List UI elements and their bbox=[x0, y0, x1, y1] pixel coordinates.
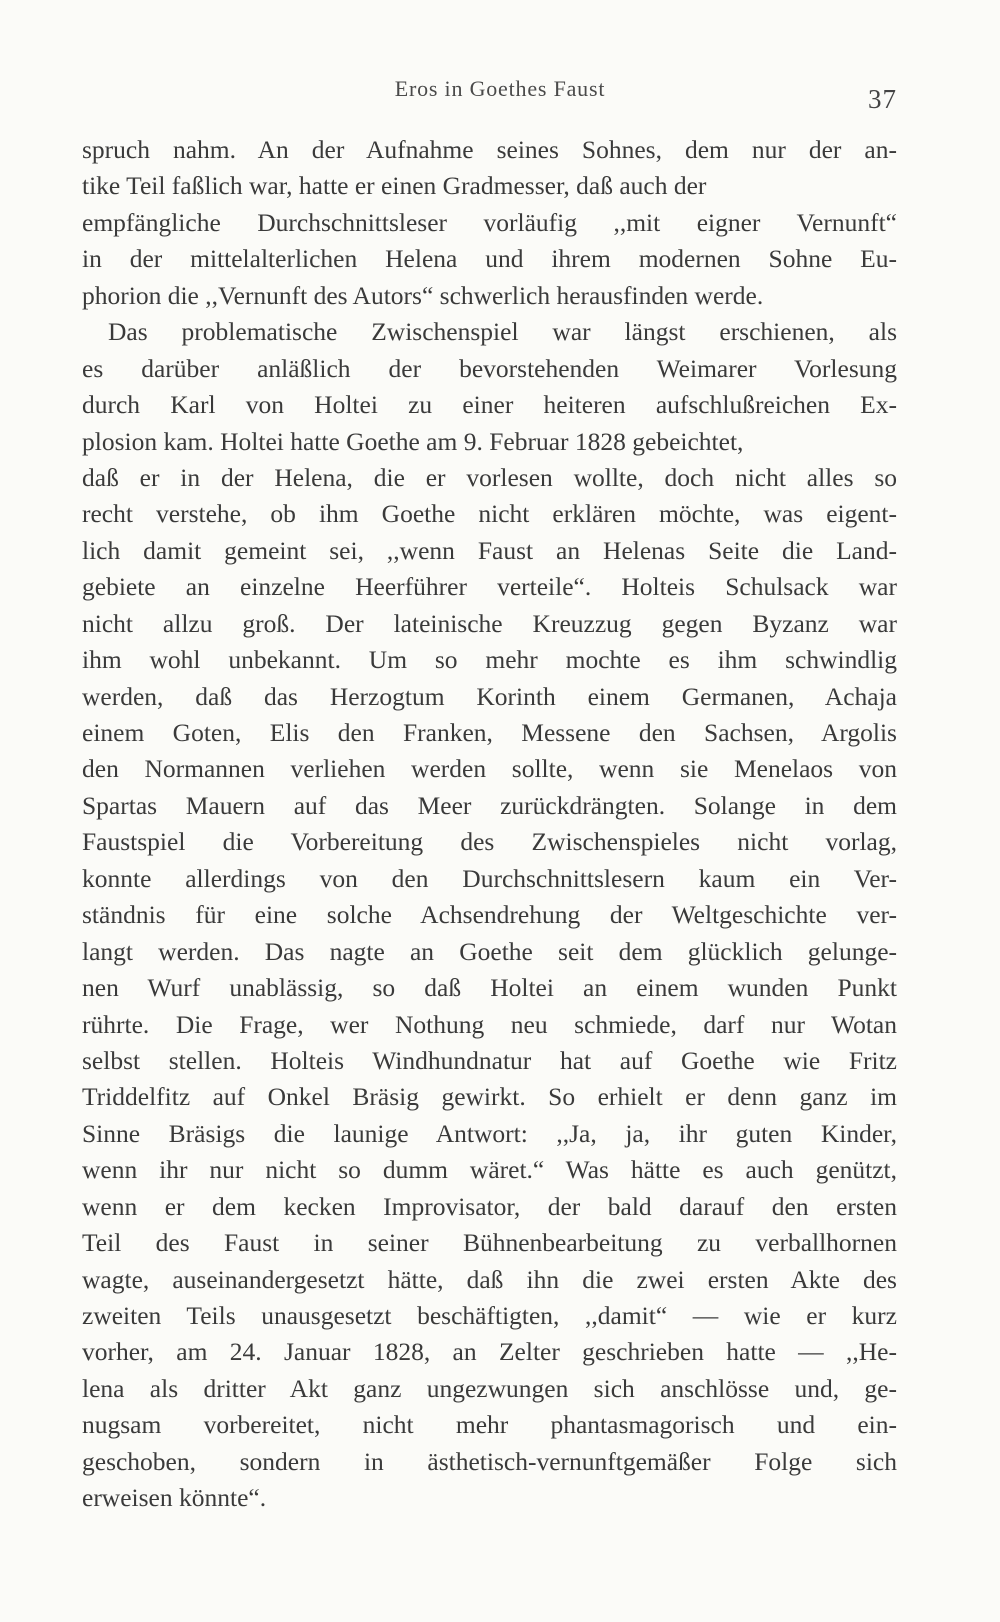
text-line: wenn er dem kecken Improvisator, der bald darauf den ersten bbox=[82, 1191, 897, 1221]
text-line: Das problematische Zwischenspiel war längst erschienen, als bbox=[108, 317, 897, 347]
text-line: Sinne Bräsigs die launige Antwort: ,,Ja, ja, ihr guten Kinder, bbox=[82, 1118, 897, 1148]
text-line: wagte, auseinandergesetzt hätte, daß ihn die zwei ersten Akte des bbox=[82, 1264, 897, 1294]
text-line: ihm wohl unbekannt. Um so mehr mochte es ihm schwindlig bbox=[82, 645, 897, 675]
text-line: daß er in der Helena, die er vorlesen wollte, doch nicht alles so bbox=[82, 462, 897, 492]
text-line: plosion kam. Holtei hatte Goethe am 9. Februar 1828 gebeichtet, bbox=[82, 426, 744, 456]
text-line: spruch nahm. An der Aufnahme seines Sohnes, dem nur der an- bbox=[82, 135, 897, 164]
text-line: Faustspiel die Vorbereitung des Zwischenspieles nicht vorlag, bbox=[82, 827, 897, 857]
running-title: Eros in Goethes Faust bbox=[394, 76, 606, 101]
text-line: es darüber anläßlich der bevorstehenden Weimarer Vorlesung bbox=[82, 353, 897, 383]
text-line: gebiete an einzelne Heerführer verteile“. Holteis Schulsack war bbox=[82, 572, 897, 602]
text-line: ständnis für eine solche Achsendrehung der Weltgeschichte ver- bbox=[82, 900, 897, 930]
text-line: langt werden. Das nagte an Goethe seit dem glücklich gelunge- bbox=[82, 936, 897, 966]
text-line: Triddelfitz auf Onkel Bräsig gewirkt. So erhielt er denn ganz im bbox=[82, 1082, 897, 1112]
text-line: einem Goten, Elis den Franken, Messene den Sachsen, Argolis bbox=[82, 718, 897, 747]
text-line: werden, daß das Herzogtum Korinth einem Germanen, Achaja bbox=[82, 681, 897, 711]
page-number: 37 bbox=[868, 84, 897, 114]
text-line: empfängliche Durchschnittsleser vorläufig ,,mit eigner Vernunft“ bbox=[82, 207, 897, 237]
text-line: zweiten Teils unausgesetzt beschäftigten, ,,damit“ — wie er kurz bbox=[82, 1301, 897, 1330]
text-line: nen Wurf unablässig, so daß Holtei an einem wunden Punkt bbox=[82, 973, 897, 1003]
text-line: tike Teil faßlich war, hatte er einen Gradmesser, daß auch der bbox=[82, 171, 707, 201]
text-line: geschoben, sondern in ästhetisch-vernunftgemäßer Folge sich bbox=[82, 1446, 897, 1476]
body-text bbox=[82, 132, 897, 1517]
text-line: in der mittelalterlichen Helena und ihrem modernen Sohne Eu- bbox=[82, 244, 897, 274]
text-line: nugsam vorbereitet, nicht mehr phantasmagorisch und ein- bbox=[82, 1410, 897, 1440]
text-line: konnte allerdings von den Durchschnittslesern kaum ein Ver- bbox=[82, 863, 897, 893]
text-line: nicht allzu groß. Der lateinische Kreuzzug gegen Byzanz war bbox=[82, 608, 897, 638]
text-line: rührte. Die Frage, wer Nothung neu schmiede, darf nur Wotan bbox=[82, 1009, 897, 1039]
text-line: durch Karl von Holtei zu einer heiteren aufschlußreichen Ex- bbox=[82, 390, 897, 420]
text-line: selbst stellen. Holteis Windhundnatur hat auf Goethe wie Fritz bbox=[82, 1045, 897, 1075]
text-line: lich damit gemeint sei, ,,wenn Faust an Helenas Seite die Land- bbox=[82, 535, 897, 565]
text-line: vorher, am 24. Januar 1828, an Zelter geschrieben hatte — ,,He- bbox=[82, 1337, 897, 1367]
text-line: Spartas Mauern auf das Meer zurückdrängten. Solange in dem bbox=[82, 790, 897, 820]
text-line: erweisen könnte“. bbox=[82, 1483, 267, 1513]
text-line: recht verstehe, ob ihm Goethe nicht erklären möchte, was eigent- bbox=[82, 499, 897, 529]
text-line: Teil des Faust in seiner Bühnenbearbeitung zu verballhornen bbox=[82, 1228, 897, 1258]
text-line: den Normannen verliehen werden sollte, wenn sie Menelaos von bbox=[82, 754, 897, 784]
text-line: wenn ihr nur nicht so dumm wäret.“ Was hätte es auch genützt, bbox=[82, 1155, 897, 1185]
text-line: lena als dritter Akt ganz ungezwungen sich anschlösse und, ge- bbox=[82, 1373, 897, 1403]
text-line: phorion die ,,Vernunft des Autors“ schwerlich herausfinden werde. bbox=[82, 280, 764, 310]
